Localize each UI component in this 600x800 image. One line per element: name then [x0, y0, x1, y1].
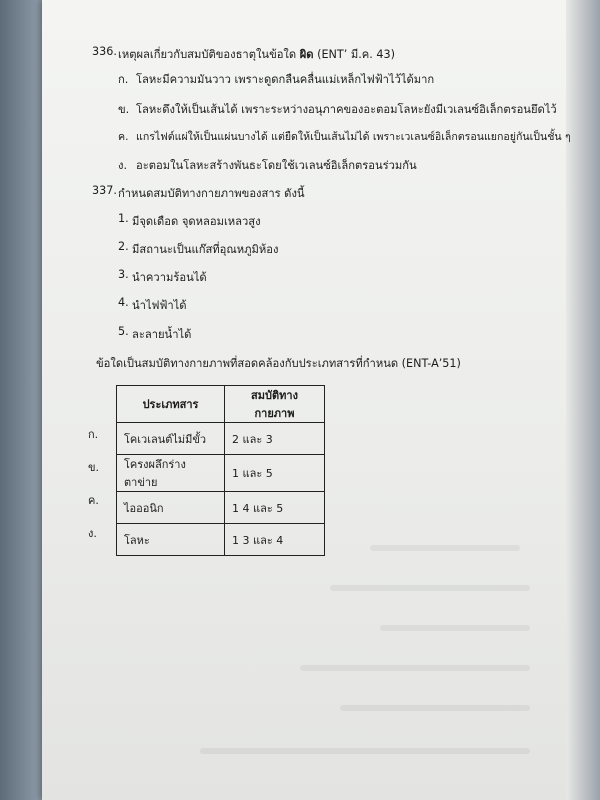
show-through-line — [300, 665, 530, 671]
item-number: 1. — [118, 212, 129, 225]
choice-letter: ค. — [88, 494, 99, 507]
table-row — [117, 524, 325, 556]
option-letter: ข. — [118, 103, 130, 116]
substance-type-cell: โลหะ — [117, 524, 225, 556]
choice-letter: ง. — [88, 527, 97, 540]
item-number: 3. — [118, 268, 129, 281]
item-text: มีจุดเดือด จุดหลอมเหลวสูง — [132, 215, 261, 228]
question-text: เหตุผลเกี่ยวกับสมบัติของธาตุในข้อใด ผิด (ENT’ มี.ค. 43) — [118, 48, 396, 61]
properties-cell: 1 3 และ 4 — [225, 524, 325, 556]
question-number: 337. — [92, 184, 117, 197]
choice-letter: ก. — [88, 428, 99, 441]
table-header-row — [117, 386, 325, 423]
show-through-line — [330, 585, 530, 591]
question-text: กำหนดสมบัติทางกายภาพของสาร ดังนี้ — [118, 187, 305, 200]
item-text: มีสถานะเป็นแก๊สที่อุณหภูมิห้อง — [132, 243, 279, 256]
show-through-line — [370, 545, 520, 551]
answer-table — [116, 385, 325, 556]
option-text: โลหะมีความมันวาว เพราะดูดกลืนคลื่นแม่เหล็กไฟฟ้าไว้ได้มาก — [136, 73, 435, 86]
table-row — [117, 423, 325, 455]
page-edge — [566, 0, 600, 800]
properties-cell: 2 และ 3 — [225, 423, 325, 455]
option-text: แกรไฟต์แผ่ให้เป็นแผ่นบางได้ แต่ยืดให้เป็นเส้นไม่ได้ เพราะเวเลนซ์อิเล็กตรอนแยกอยู่กันเป็นชั้น ๆ — [136, 131, 571, 143]
item-number: 5. — [118, 325, 129, 338]
table-row — [117, 492, 325, 524]
item-text: ละลายน้ำได้ — [132, 328, 192, 341]
item-text: นำไฟฟ้าได้ — [132, 299, 187, 312]
option-text: อะตอมในโลหะสร้างพันธะโดยใช้เวเลนซ์อิเล็กตรอนร่วมกัน — [136, 159, 417, 172]
substance-type-cell: ไอออนิก — [117, 492, 225, 524]
column-header: สมบัติทางกายภาพ — [225, 386, 325, 423]
column-header: ประเภทสาร — [117, 386, 225, 423]
emphasis-word: ผิด — [299, 48, 314, 61]
substance-type-cell: โคเวเลนต์ไม่มีขั้ว — [117, 423, 225, 455]
question-number: 336. — [92, 45, 117, 58]
option-letter: ก. — [118, 73, 129, 86]
properties-cell: 1 4 และ 5 — [225, 492, 325, 524]
show-through-line — [380, 625, 530, 631]
option-letter: ค. — [118, 131, 129, 143]
choice-letter: ข. — [88, 461, 100, 474]
item-text: นำความร้อนได้ — [132, 271, 207, 284]
show-through-line — [200, 748, 530, 754]
properties-cell: 1 และ 5 — [225, 455, 325, 492]
item-number: 4. — [118, 296, 129, 309]
show-through-line — [340, 705, 530, 711]
substance-type-cell: โครงผลึกร่างตาข่าย — [117, 455, 225, 492]
question-prompt: ข้อใดเป็นสมบัติทางกายภาพที่สอดคล้องกับประเภทสารที่กำหนด (ENT-A’51) — [96, 357, 461, 370]
table-row — [117, 455, 325, 492]
option-letter: ง. — [118, 159, 128, 172]
item-number: 2. — [118, 240, 129, 253]
option-text: โลหะดึงให้เป็นเส้นได้ เพราะระหว่างอนุภาคของอะตอมโลหะยังมีเวเลนซ์อิเล็กตรอนยึดไว้ — [136, 103, 557, 116]
